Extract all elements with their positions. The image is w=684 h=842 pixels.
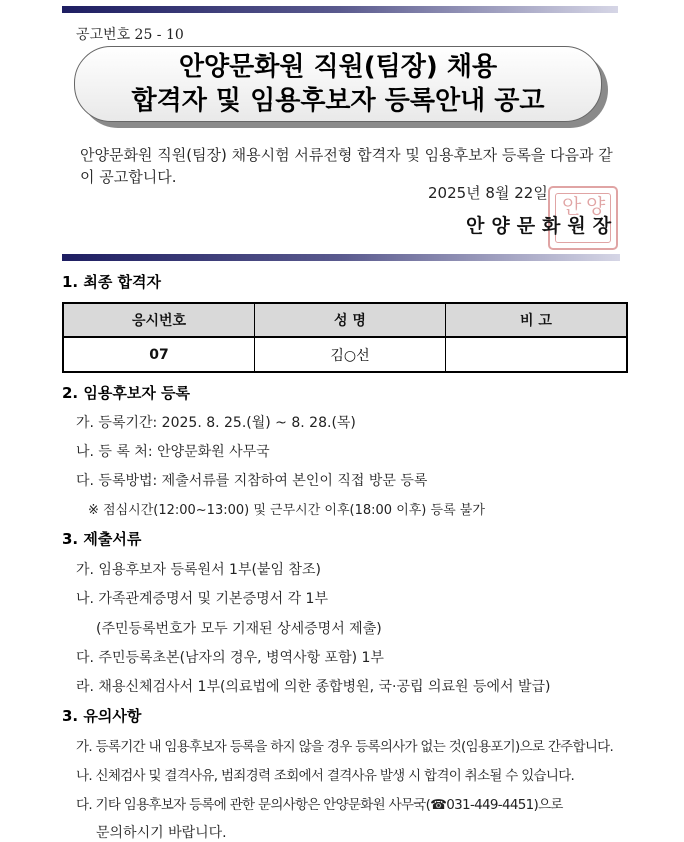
intro-text: 안양문화원 직원(팀장) 채용시험 서류전형 합격자 및 임용후보자 등록을 다음과 같이 공고합니다. [80, 146, 613, 186]
cell-name: 김○선 [255, 337, 446, 372]
cell-applicant-number: 07 [63, 337, 255, 372]
cell-remarks [446, 337, 628, 372]
title-line-2: 합격자 및 임용후보자 등록안내 공고 [131, 86, 545, 116]
document-item: 가. 임용후보자 등록원서 1부(붙임 참조) [76, 562, 321, 578]
section-heading-registration: 2. 임용후보자 등록 [62, 384, 191, 402]
notes-item: 가. 등록기간 내 임용후보자 등록을 하지 않을 경우 등록의사가 없는 것(임용포기)으로 간주합니다. [76, 739, 614, 755]
divider-bar [62, 254, 620, 261]
notes-item-continuation: 문의하시기 바랍니다. [96, 825, 227, 841]
document-item: 다. 주민등록초본(남자의 경우, 병역사항 포함) 1부 [76, 650, 384, 666]
registration-item: 나. 등 록 처: 안양문화원 사무국 [76, 444, 270, 460]
notes-item: 다. 기타 임용후보자 등록에 관한 문의사항은 안양문화원 사무국(☎031-449-4451)으로 [76, 797, 563, 813]
section-heading-notes: 3. 유의사항 [62, 707, 142, 725]
document-item-detail: (주민등록번호가 모두 기재된 상세증명서 제출) [96, 621, 382, 637]
notice-number: 공고번호 25 - 10 [76, 27, 184, 43]
title-line-1: 안양문화원 직원(팀장) 채용 [178, 52, 498, 82]
header-remarks: 비 고 [446, 303, 628, 337]
top-decorative-bar [62, 6, 618, 13]
notice-date: 2025년 8월 22일 [428, 184, 548, 202]
section-heading-documents: 3. 제출서류 [62, 530, 142, 548]
registration-note: ※ 점심시간(12:00~13:00) 및 근무시간 이후(18:00 이후) 등록 불가 [88, 503, 485, 518]
table-header-row [63, 303, 627, 337]
passers-table [62, 302, 628, 373]
registration-item: 다. 등록방법: 제출서류를 지참하여 본인이 직접 방문 등록 [76, 473, 428, 489]
title-box [74, 46, 602, 122]
seal-glyph-2: 양 [586, 194, 606, 218]
issuer-name: 안양문화원장 [466, 215, 619, 237]
registration-item: 가. 등록기간: 2025. 8. 25.(월) ~ 8. 28.(목) [76, 415, 356, 431]
document-item: 나. 가족관계증명서 및 기본증명서 각 1부 [76, 591, 328, 607]
seal-glyph-1: 안 [562, 194, 582, 218]
section-heading-final-passers: 1. 최종 합격자 [62, 273, 162, 291]
table-row [63, 337, 627, 372]
document-item: 라. 채용신체검사서 1부(의료법에 의한 종합병원, 국·공립 의료원 등에서 발급) [76, 679, 551, 695]
notes-item: 나. 신체검사 및 결격사유, 범죄경력 조회에서 결격사유 발생 시 합격이 취소될 수 있습니다. [76, 768, 575, 784]
header-name: 성 명 [255, 303, 446, 337]
header-applicant-number: 응시번호 [63, 303, 255, 337]
